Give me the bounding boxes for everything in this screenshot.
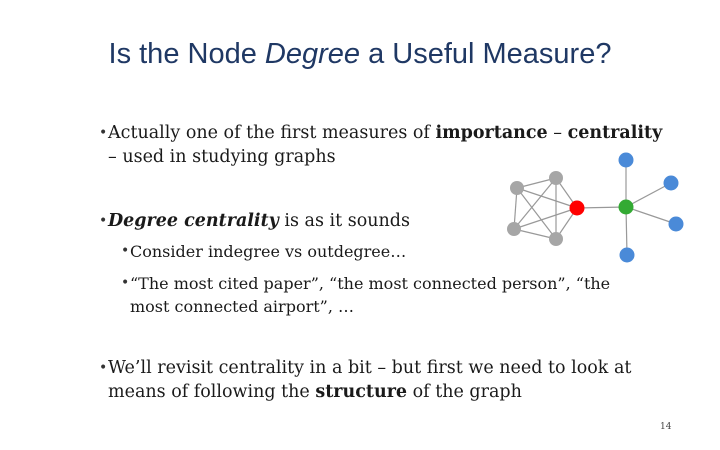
text: – used in studying graphs (108, 147, 336, 167)
text: is as it sounds (278, 211, 410, 231)
node-gray (549, 171, 563, 185)
node-blue (620, 248, 635, 263)
slide-title (0, 38, 720, 71)
text: Actually one of the first measures of (108, 123, 436, 143)
bullet-dot: • (99, 360, 108, 376)
text: Consider indegree vs outdegree… (130, 242, 407, 261)
bullet-dot: • (99, 213, 108, 229)
node-red (570, 201, 585, 216)
subbullet-indegree (121, 240, 460, 263)
page-number: 14 (660, 422, 672, 432)
node-gray (510, 181, 524, 195)
bullet-dot: • (99, 125, 108, 141)
bold-italic-degree-centrality: Degree centrality (108, 211, 279, 231)
text: – (547, 123, 568, 143)
bold-structure: structure (315, 382, 408, 402)
text: We’ll revisit centrality in a bit – but first we need to look at means of following the (108, 358, 632, 402)
title-emphasis: Degree (264, 38, 361, 70)
bold-importance: importance (435, 123, 548, 143)
bullet-degree-centrality (99, 209, 468, 233)
node-blue (669, 217, 684, 232)
graph-edges (514, 160, 676, 255)
bullet-dot: • (121, 243, 130, 259)
node-green (619, 200, 634, 215)
node-blue (619, 153, 634, 168)
node-blue (664, 176, 679, 191)
text: “The most cited paper”, “the most connected person”, “the most connected airport”, … (130, 274, 611, 316)
bullet-revisit (99, 356, 648, 404)
title-text: Is the Node (108, 38, 265, 70)
node-gray (549, 232, 563, 246)
subbullet-examples (121, 272, 650, 318)
node-gray (507, 222, 521, 236)
bullet-dot: • (121, 275, 130, 291)
bold-centrality: centrality (567, 123, 663, 143)
title-text-end: a Useful Measure? (360, 38, 612, 70)
text: of the graph (407, 382, 522, 402)
graph-diagram (500, 140, 710, 270)
